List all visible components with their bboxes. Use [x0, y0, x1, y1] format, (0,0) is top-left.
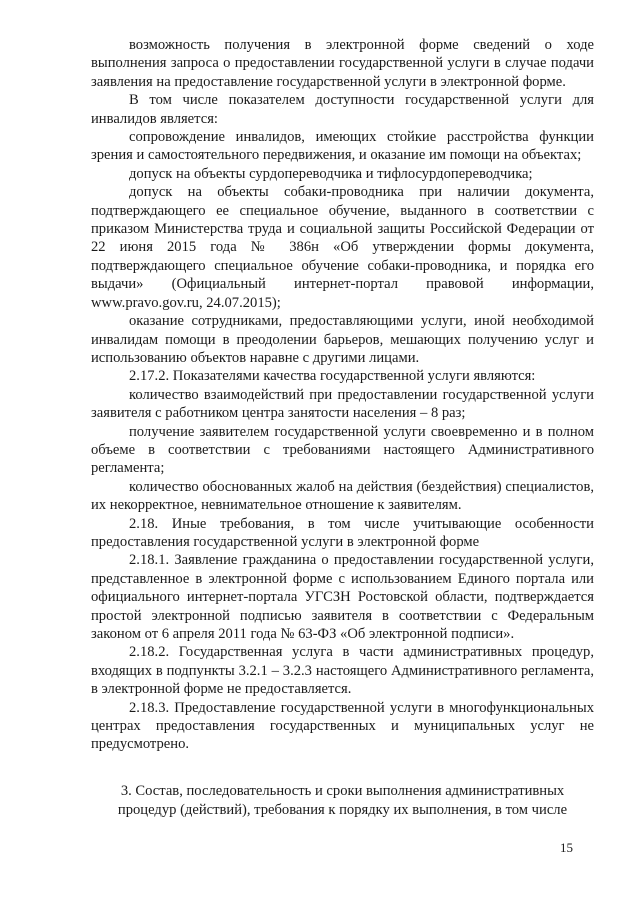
paragraph-quality-indicators: 2.17.2. Показателями качества государственной услуги являются:: [129, 368, 536, 385]
paragraph-not-electronic: 2.18.2. Государственная услуга в части административных процедур, входящих в подпункты 3.2.1 – 3.2.3 настоящего Административного регламента, в электронной форме не предоставляется.: [91, 644, 594, 698]
section-heading-line-2: процедур (действий), требования к порядку их выполнения, в том числе: [117, 802, 568, 818]
paragraph-mfc-not-provided: 2.18.3. Предоставление государственной услуги в многофункциональных центрах предоставления государственных и муниципальных услуг не предусмотрено.: [91, 699, 594, 753]
document-body: [91, 36, 594, 754]
paragraph-accessibility-intro: В том числе показателем доступности государственной услуги для инвалидов является:: [91, 92, 594, 127]
paragraph-sign-interpreter: допуск на объекты сурдопереводчика и тифлосурдопереводчика;: [129, 165, 533, 182]
paragraph-electronic-status: возможность получения в электронной форме сведений о ходе выполнения запроса о предоставлении государственной услуги в случае подачи заявления на предоставление государственной услуги в электронной форме.: [91, 37, 594, 90]
paragraph-electronic-application: 2.18.1. Заявление гражданина о предоставлении государственной услуги, представленное в электронной форме с использованием Единого портала или официального интернет-портала УГСЗН Ростовской области, подтверждается простой электронной подписью заявителя в соответствии с Федеральным законом от 6 апреля 2011 года № 63-ФЗ «Об электронной подписи».: [91, 552, 594, 642]
section-heading: [91, 782, 594, 820]
paragraph-escort-disabled: сопровождение инвалидов, имеющих стойкие расстройства функции зрения и самостоятельного передвижения, и оказание им помощи на объектах;: [91, 129, 594, 164]
page-number: 15: [560, 840, 573, 855]
paragraph-timely-service: получение заявителем государственной услуги своевременно и в полном объеме в соответствии с требованиями настоящего Административного регламента;: [91, 423, 594, 477]
paragraph-interactions-count: количество взаимодействий при предоставлении государственной услуги заявителя с работником центра занятости населения – 8 раз;: [91, 386, 594, 422]
section-heading-line-1: 3. Состав, последовательность и сроки выполнения административных: [120, 783, 565, 799]
paragraph-staff-assistance: оказание сотрудниками, предоставляющими услуги, иной необходимой инвалидам помощи в преодолении барьеров, мешающих получению услуг и использованию объектов наравне с другими лицами.: [91, 313, 594, 366]
paragraph-other-requirements: 2.18. Иные требования, в том числе учитывающие особенности предоставления государственной услуги в электронной форме: [91, 515, 594, 550]
paragraph-guide-dog: допуск на объекты собаки-проводника при наличии документа, подтверждающего ее специальное обучение, выданного в соответствии с приказом Министерства труда и социальной защиты Российской Федерации от 22 июня 2015 года № 386н «Об утверждении формы документа, подтверждающего специальное обучение собаки-проводника, и порядка его выдачи» (Официальный интернет-портал правовой информации, www.pravo.gov.ru, 24.07.2015);: [91, 184, 594, 311]
paragraph-complaints: количество обоснованных жалоб на действия (бездействия) специалистов, их некорректное, невнимательное отношение к заявителям.: [91, 478, 594, 514]
